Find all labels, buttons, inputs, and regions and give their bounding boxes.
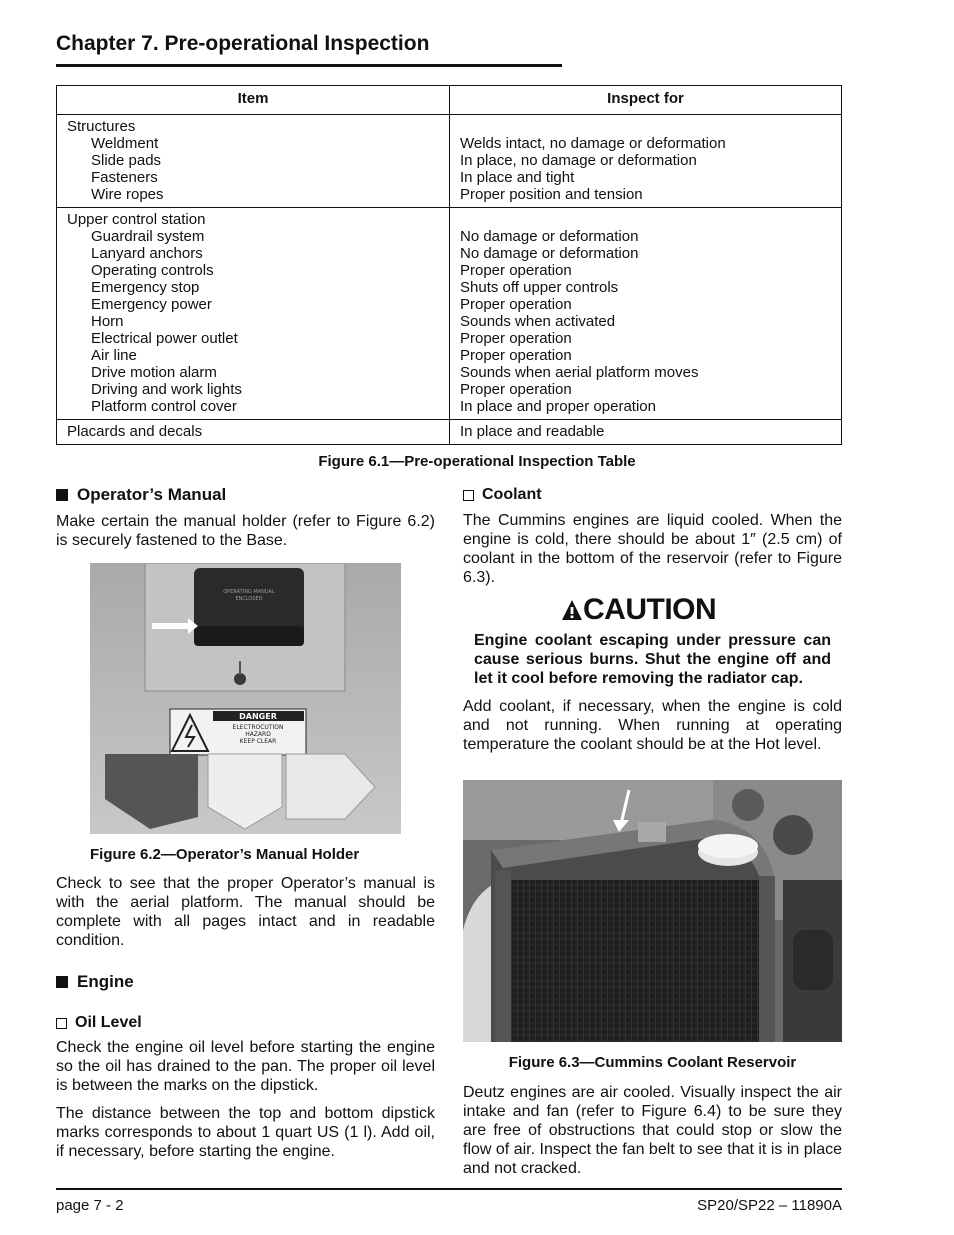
table-row-placards bbox=[57, 420, 842, 445]
operators-manual-section bbox=[56, 485, 435, 550]
holder-label: OPERATING MANUAL bbox=[223, 589, 275, 595]
square-bullet-icon bbox=[56, 976, 68, 988]
item-cell bbox=[57, 208, 450, 420]
operators-manual-heading bbox=[56, 485, 435, 505]
svg-text:ELECTROCUTION: ELECTROCUTION bbox=[232, 724, 284, 731]
inspect-text: In place, no damage or deformation bbox=[460, 152, 697, 169]
item-name: Lanyard anchors bbox=[91, 245, 203, 262]
inspect-text: No damage or deformation bbox=[460, 228, 639, 245]
warning-triangle-icon bbox=[561, 599, 583, 621]
oil-level-heading bbox=[56, 1014, 435, 1032]
inspect-text: Proper position and tension bbox=[460, 186, 643, 203]
item-name: Slide pads bbox=[91, 152, 162, 169]
coolant-heading-text: Coolant bbox=[482, 486, 542, 503]
item-name: Weldment bbox=[91, 135, 159, 152]
inspect-text: Welds intact, no damage or deformation bbox=[460, 135, 726, 152]
svg-text:KEEP CLEAR: KEEP CLEAR bbox=[239, 738, 277, 745]
caution-text-block bbox=[463, 631, 842, 688]
inspect-text: No damage or deformation bbox=[460, 245, 639, 262]
group-title: Structures bbox=[67, 118, 136, 135]
page-number: page 7 - 2 bbox=[56, 1197, 124, 1214]
inspect-text: In place and readable bbox=[460, 423, 605, 440]
coolant-paragraph-2: Add coolant, if necessary, when the engine is cold and not running. When running at operating temperature the coolant should be at the Hot level. bbox=[463, 698, 842, 753]
inspection-table bbox=[56, 85, 842, 445]
holder-label-2: ENCLOSED bbox=[235, 596, 263, 602]
inspect-text: Proper operation bbox=[460, 381, 572, 398]
item-name: Guardrail system bbox=[91, 228, 205, 245]
item-cell bbox=[57, 420, 450, 445]
inspect-cell bbox=[450, 420, 842, 445]
inspect-text: Proper operation bbox=[460, 330, 572, 347]
table-row-structures bbox=[57, 115, 842, 208]
figure-6-2-photo bbox=[90, 563, 401, 834]
coolant-heading bbox=[463, 486, 842, 504]
document-id: SP20/SP22 – 11890A bbox=[697, 1197, 842, 1214]
item-cell bbox=[57, 115, 450, 208]
inspect-text: In place and proper operation bbox=[460, 398, 656, 415]
oil-level-paragraph-2: The distance between the top and bottom dipstick marks corresponds to about 1 quart US (1 l). Add oil, if necessary, before starting the engine. bbox=[56, 1105, 435, 1160]
engine-heading bbox=[56, 972, 435, 992]
checkbox-icon bbox=[56, 1018, 67, 1029]
chapter-rule bbox=[56, 64, 562, 67]
caution-heading bbox=[561, 593, 842, 627]
coolant-paragraph-3: Deutz engines are air cooled. Visually inspect the air intake and fan (refer to Figure 6.4) to be sure they are free of obstructions that could stop or slow the flow of air. Inspect the fan belt to see that it is in place and not cracked. bbox=[463, 1084, 842, 1177]
inspect-text: Sounds when aerial platform moves bbox=[460, 364, 699, 381]
item-name: Emergency power bbox=[91, 296, 212, 313]
column-header-inspect: Inspect for bbox=[450, 86, 842, 115]
coolant-section bbox=[463, 486, 842, 754]
table-row-upper-control-station bbox=[57, 208, 842, 420]
inspect-text: Proper operation bbox=[460, 347, 572, 364]
item-name: Emergency stop bbox=[91, 279, 200, 296]
item-name: Driving and work lights bbox=[91, 381, 242, 398]
item-name: Platform control cover bbox=[91, 398, 237, 415]
engine-heading-text: Engine bbox=[77, 972, 134, 991]
inspect-cell bbox=[450, 208, 842, 420]
operators-manual-paragraph-2: Check to see that the proper Operator’s manual is with the aerial platform. The manual should be complete with all pages intact and in readable condition. bbox=[56, 875, 435, 949]
inspect-text: Proper operation bbox=[460, 262, 572, 279]
inspect-text: Sounds when activated bbox=[460, 313, 616, 330]
oil-level-paragraph-1: Check the engine oil level before starting the engine so the oil has drained to the pan. The proper oil level is between the marks on the dipstick. bbox=[56, 1039, 435, 1094]
group-title: Upper control station bbox=[67, 211, 206, 228]
item-name: Horn bbox=[91, 313, 124, 330]
oil-level-heading-text: Oil Level bbox=[75, 1014, 142, 1031]
inspect-cell bbox=[450, 115, 842, 208]
coolant-paragraph-1: The Cummins engines are liquid cooled. When the engine is cold, there should be about 1″ (2.5 cm) of coolant in the bottom of the reservoir (refer to Figure 6.3). bbox=[463, 512, 842, 586]
item-name: Fasteners bbox=[91, 169, 158, 186]
figure-6-1-caption: Figure 6.1—Pre-operational Inspection Table bbox=[318, 453, 636, 470]
item-name: Electrical power outlet bbox=[91, 330, 238, 347]
item-name: Air line bbox=[91, 347, 137, 364]
decal-danger-text: DANGER bbox=[239, 712, 277, 721]
group-title: Placards and decals bbox=[67, 423, 203, 440]
footer-rule bbox=[56, 1188, 842, 1190]
figure-6-3-caption: Figure 6.3—Cummins Coolant Reservoir bbox=[508, 1054, 797, 1071]
deutz-section bbox=[463, 1083, 842, 1178]
square-bullet-icon bbox=[56, 489, 68, 501]
column-header-item: Item bbox=[57, 86, 450, 115]
figure-6-2-caption: Figure 6.2—Operator’s Manual Holder bbox=[90, 846, 360, 863]
item-name: Operating controls bbox=[91, 262, 214, 279]
item-name: Drive motion alarm bbox=[91, 364, 217, 381]
caution-text: Engine coolant escaping under pressure can cause serious burns. Shut the engine off and let it cool before removing the radiator cap. bbox=[474, 632, 831, 687]
operators-manual-paragraph-1: Make certain the manual holder (refer to Figure 6.2) is securely fastened to the Base. bbox=[56, 513, 435, 549]
item-name: Wire ropes bbox=[91, 186, 164, 203]
svg-text:HAZARD: HAZARD bbox=[245, 731, 271, 738]
checkbox-icon bbox=[463, 490, 474, 501]
caution-block bbox=[463, 593, 842, 627]
figure-6-3-photo bbox=[463, 780, 842, 1042]
chapter-title: Chapter 7. Pre-operational Inspection bbox=[56, 32, 430, 55]
inspect-text: Shuts off upper controls bbox=[460, 279, 619, 296]
manual-check-section bbox=[56, 874, 435, 1161]
inspect-text: Proper operation bbox=[460, 296, 572, 313]
inspect-text: In place and tight bbox=[460, 169, 575, 186]
caution-title: CAUTION bbox=[583, 593, 717, 626]
operators-manual-heading-text: Operator’s Manual bbox=[77, 485, 227, 504]
